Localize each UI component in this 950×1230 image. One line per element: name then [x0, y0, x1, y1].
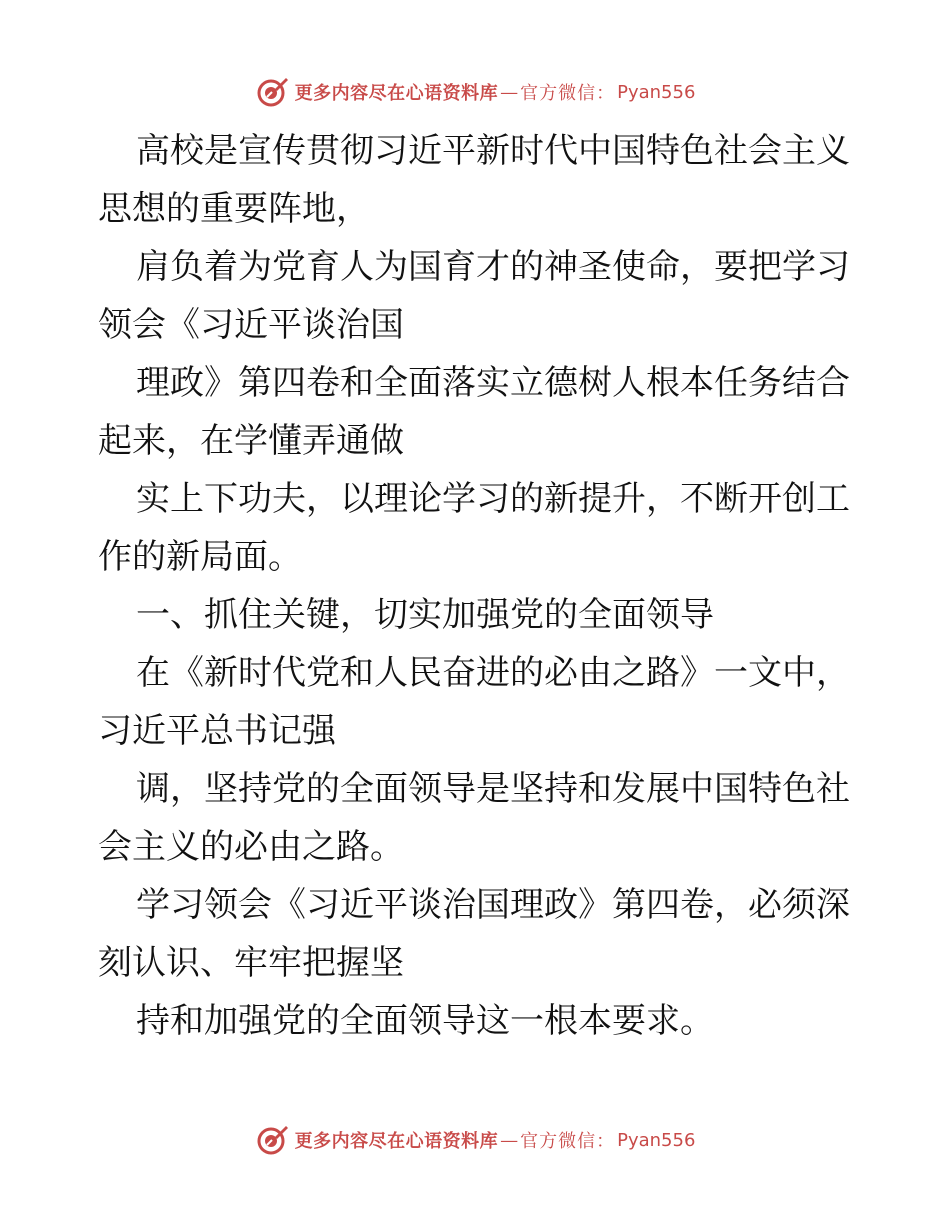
text-line: 刻认识、牢牢把握坚 — [98, 943, 404, 983]
text-line: 高校是宣传贯彻习近平新时代中国特色社会主义 — [136, 131, 850, 171]
text-line: 思想的重要阵地， — [98, 189, 370, 229]
text-line: 肩负着为党育人为国育才的神圣使命，要把学习 — [136, 247, 850, 287]
banner-main-text: 更多内容尽在心语资料库 — [294, 83, 499, 104]
pen-logo-icon — [255, 75, 289, 109]
body-text — [98, 122, 858, 1050]
header-watermark — [0, 72, 950, 112]
text-line: 持和加强党的全面领导这一根本要求。 — [136, 1001, 714, 1041]
banner-wechat-label: 官方微信： — [520, 83, 616, 104]
banner-separator: — — [500, 81, 519, 103]
text-line: 会主义的必由之路。 — [98, 827, 404, 867]
text-line: 起来，在学懂弄通做 — [98, 421, 404, 461]
banner-wechat-label: 官方微信： — [520, 1131, 616, 1152]
text-line: 习近平总书记强 — [98, 711, 336, 751]
section-heading: 一、抓住关键，切实加强党的全面领导 — [136, 595, 714, 635]
footer-watermark — [0, 1120, 950, 1160]
text-line: 调，坚持党的全面领导是坚持和发展中国特色社 — [136, 769, 850, 809]
text-line: 作的新局面。 — [98, 537, 302, 577]
text-line: 理政》第四卷和全面落实立德树人根本任务结合 — [136, 363, 850, 403]
banner-main-text: 更多内容尽在心语资料库 — [294, 1131, 499, 1152]
banner-wechat-id: Pyan556 — [617, 81, 696, 103]
text-line: 学习领会《习近平谈治国理政》第四卷，必须深 — [136, 885, 850, 925]
text-line: 实上下功夫，以理论学习的新提升，不断开创工 — [136, 479, 850, 519]
text-line: 领会《习近平谈治国 — [98, 305, 404, 345]
banner-separator: — — [500, 1129, 519, 1151]
banner-wechat-id: Pyan556 — [617, 1129, 696, 1151]
pen-logo-icon — [255, 1123, 289, 1157]
text-line: 在《新时代党和人民奋进的必由之路》一文中， — [136, 653, 850, 693]
